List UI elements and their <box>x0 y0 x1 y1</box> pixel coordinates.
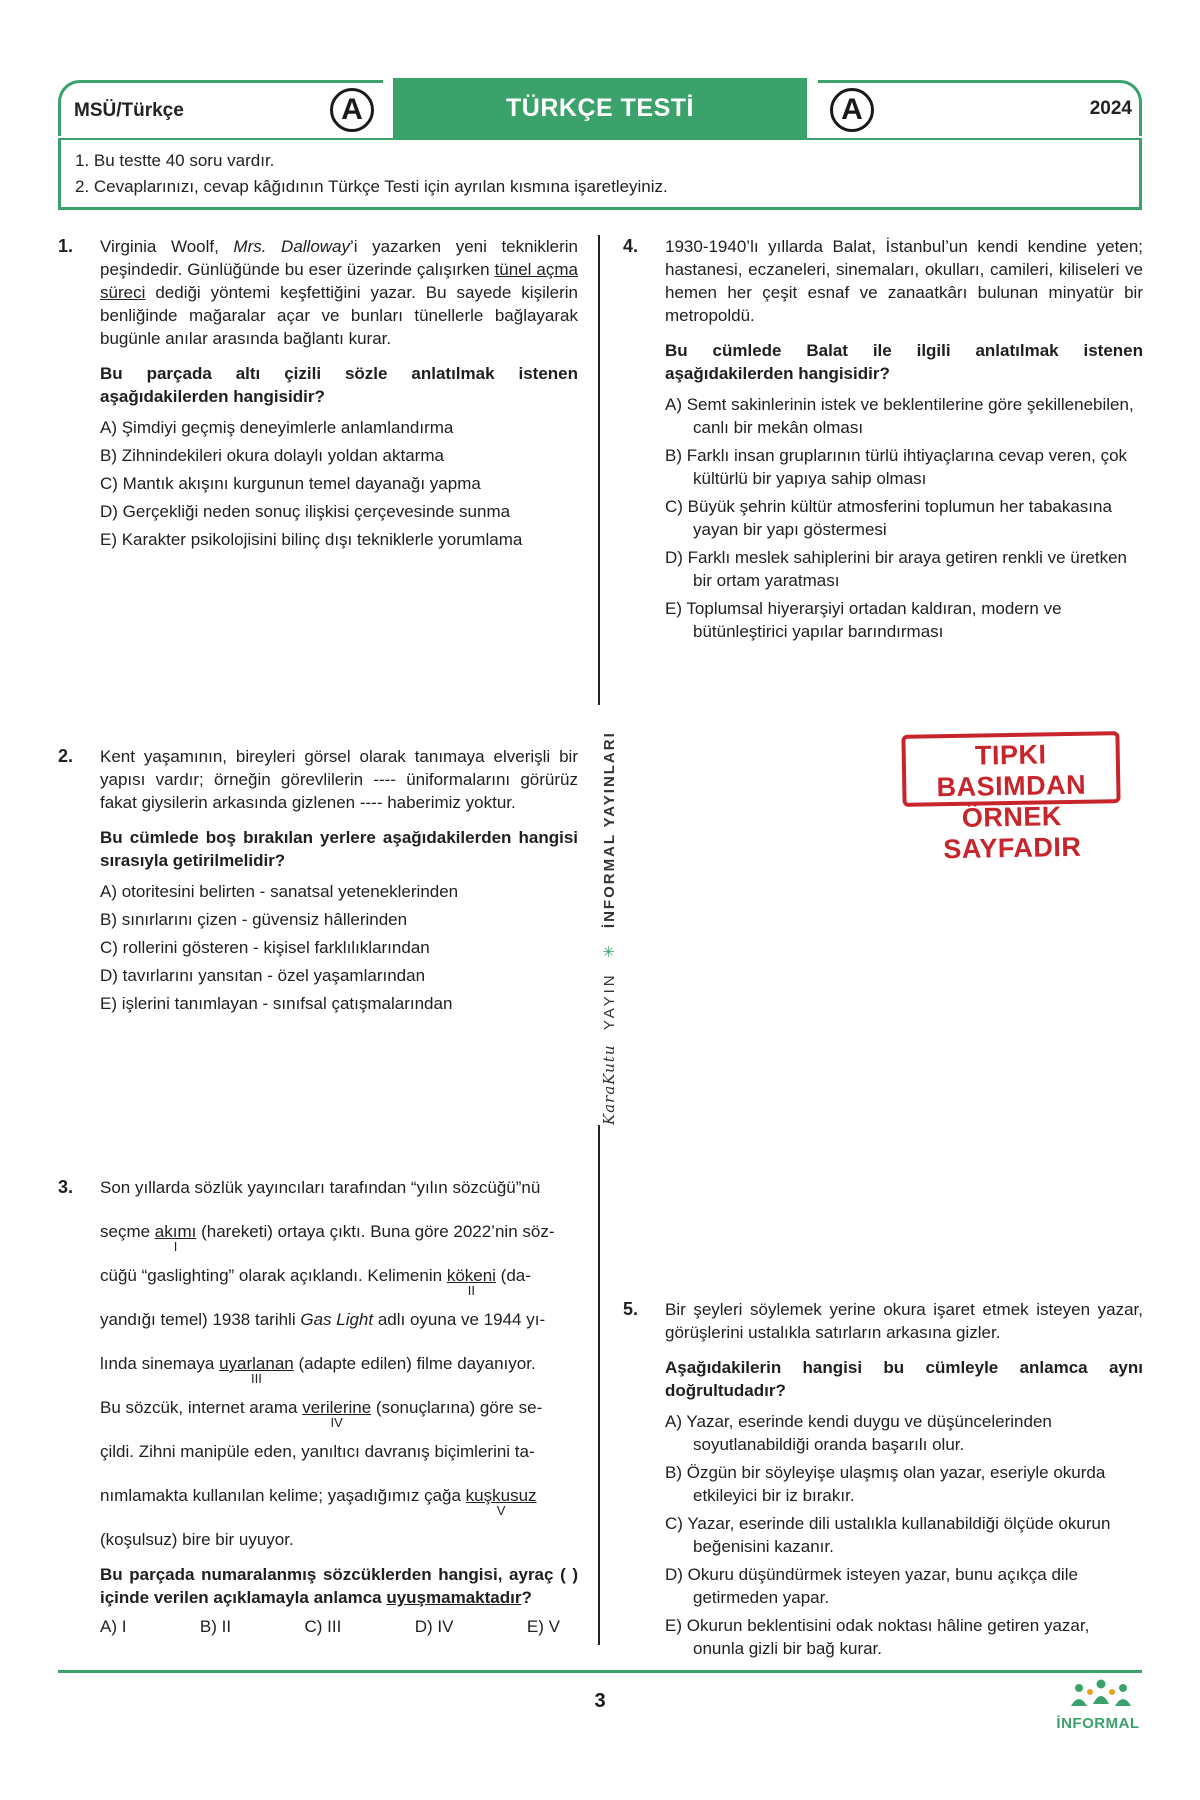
question-5 <box>623 1298 1143 1665</box>
header-left-label: MSÜ/Türkçe <box>74 100 184 121</box>
question-number: 3. <box>58 1177 74 1197</box>
option-e[interactable]: E) Toplumsal hiyerarşiyi ortadan kaldıran, modern ve bütünleştirici yapılar barındırması <box>665 599 1062 641</box>
option-e[interactable]: E) V <box>526 1617 560 1636</box>
question-text: Bir şeyleri söylemek yerine okura işaret etmek isteyen yazar, görüşlerini ustalıkla satırların arkasına gizler. <box>665 1300 1143 1342</box>
options-list <box>665 1410 1143 1660</box>
question-stem: Bu parçada numaralanmış sözcüklerden hangisi, ayraç ( ) içinde verilen açıklamayla anlamca uyuşmamaktadır? <box>100 1565 578 1607</box>
header-year: 2024 <box>1089 98 1132 119</box>
question-stem: Bu parçada altı çizili sözle anlatılmak istenen aşağıdakilerden hangisidir? <box>100 364 578 406</box>
brand-karakutu: KaraKutu <box>600 1044 618 1125</box>
question-stem: Bu cümlede Balat ile ilgili anlatılmak istenen aşağıdakilerden hangisidir? <box>665 341 1143 383</box>
brand-yayin: YAYIN <box>601 972 618 1031</box>
numbered-word-2: kökeni II <box>446 1266 496 1298</box>
numbered-word-3: uyarlanan III <box>219 1354 294 1386</box>
option-b[interactable]: B) Zihnindekileri okura dolaylı yoldan aktarma <box>100 446 444 465</box>
options-list <box>665 393 1143 643</box>
stamp-line-1: TIPKI BASIMDAN <box>936 739 1087 803</box>
numbered-word-1: akımı I <box>154 1222 197 1254</box>
question-number: 2. <box>58 746 74 766</box>
vertical-brand-text <box>600 731 618 1125</box>
option-b[interactable]: B) Özgün bir söyleyişe ulaşmış olan yazar, eseriyle okurda etkileyici bir iz bırakır. <box>665 1463 1106 1505</box>
option-d[interactable]: D) Okuru düşündürmek isteyen yazar, bunu açıkça dile getirmeden yapar. <box>665 1565 1078 1607</box>
option-a[interactable]: A) Şimdiyi geçmiş deneyimlerle anlamlandırma <box>100 418 454 437</box>
option-a[interactable]: A) otoritesini belirten - sanatsal yeteneklerinden <box>100 882 459 901</box>
options-list <box>100 880 578 1015</box>
question-text: Virginia Woolf, Mrs. Dalloway’i yazarken yeni tekniklerin peşindedir. Günlüğünde bu eser üzerinde çalışırken tünel açma süreci dediği yöntemi keşfettiğini yazar. Bu sayede kişilerin benliğinde mağaralar açar ve bunları tünellerle bağlayarak bugünle anılar arasında bağlantı kurar. <box>100 237 578 348</box>
option-b[interactable]: B) sınırlarını çizen - güvensiz hâllerinden <box>100 910 408 929</box>
option-c[interactable]: C) Büyük şehrin kültür atmosferini toplumun her tabakasına yayan bir yapı göstermesi <box>665 497 1112 539</box>
question-2 <box>58 745 578 1020</box>
question-number: 4. <box>623 236 639 256</box>
question-text: Kent yaşamının, bireyleri görsel olarak tanımaya elverişli bir yapısı vardır; örneğin görevlilerin ---- üniformalarını görürüz fakat giysilerin arkasında gizlenen ---- haberimiz yoktur. <box>100 747 578 812</box>
option-b[interactable]: B) Farklı insan gruplarının türlü ihtiyaçlarına cevap veren, çok kültürlü bir yapıya sahip olması <box>665 446 1128 488</box>
stamp-line-2: ÖRNEK SAYFADIR <box>943 801 1082 865</box>
page-number: 3 <box>594 1690 606 1712</box>
booklet-badge-right: A <box>830 88 874 132</box>
option-a[interactable]: A) I <box>100 1617 127 1636</box>
option-a[interactable]: A) Yazar, eserinde kendi duygu ve düşüncelerinden soyutlanabildiği oranda başarılı olur. <box>665 1412 1052 1454</box>
question-text: Son yıllarda sözlük yayıncıları tarafından “yılın sözcüğü”nü seçme akımı I (hareketi) ortaya çıktı. Buna göre 2022’nin söz- cüğü “gaslighting” olarak açıklandı. Kelimenin kökeni II (da- yandığı temel) 1938 tarihli Gas Light adlı oyuna ve 1944 yı- lında sinemaya uyarlanan III (adapte edilen) filme dayanıyor. Bu sözcük, internet arama verilerine IV (sonuçlarına) göre se- çildi. Zihni manipüle eden, yanıltıcı davranış biçimlerini ta- nımlamakta kullanılan kelime; yaşadığımız çağa kuşkusuz V (koşulsuz) bire bir uyuyor. <box>100 1178 555 1549</box>
option-c[interactable]: C) Mantık akışını kurgunun temel dayanağı yapma <box>100 474 481 493</box>
underlined-phrase: tünel açma süreci <box>100 260 578 302</box>
question-3 <box>58 1176 578 1638</box>
option-e[interactable]: E) Okurun beklentisini odak noktası hâline getiren yazar, onunla gizli bir bağ kurar. <box>665 1616 1090 1658</box>
question-number: 1. <box>58 236 74 256</box>
brand-star-icon: ✳ <box>601 942 618 959</box>
option-d[interactable]: D) tavırlarını yansıtan - özel yaşamlarından <box>100 966 426 985</box>
question-text: 1930-1940’lı yıllarda Balat, İstanbul’un kendi kendine yeten; hastanesi, eczaneleri, sinemaları, okulları, camileri, kiliseleri ve hemen her çeşit esnaf ve zanaatkârı bulunan minyatür bir metropoldü. <box>665 237 1143 325</box>
option-b[interactable]: B) II <box>199 1617 232 1636</box>
page-title: TÜRKÇE TESTİ <box>393 78 807 138</box>
options-list <box>100 416 578 551</box>
question-1 <box>58 235 578 556</box>
option-d[interactable]: D) Gerçekliği neden sonuç ilişkisi çerçevesinde sunma <box>100 502 511 521</box>
option-c[interactable]: C) III <box>304 1617 342 1636</box>
instructions-box <box>58 138 1142 210</box>
footer-rule <box>58 1670 1142 1673</box>
question-number: 5. <box>623 1299 639 1319</box>
brand-informal: İNFORMAL YAYINLARI <box>601 731 618 929</box>
option-c[interactable]: C) rollerini gösteren - kişisel farklılıklarından <box>100 938 430 957</box>
numbered-word-4: verilerine IV <box>302 1398 372 1430</box>
instruction-line: 2. Cevaplarınızı, cevap kâğıdının Türkçe Testi için ayrılan kısmına işaretleyiniz. <box>75 177 668 196</box>
option-e[interactable]: E) işlerini tanımlayan - sınıfsal çatışmalarından <box>100 994 453 1013</box>
option-d[interactable]: D) Farklı meslek sahiplerini bir araya getiren renkli ve üretken bir ortam yaratması <box>665 548 1128 590</box>
options-list <box>100 1615 560 1638</box>
question-stem: Bu cümlede boş bırakılan yerlere aşağıdakilerden hangisi sırasıyla getirilmelidir? <box>100 828 578 870</box>
booklet-badge-left: A <box>330 88 374 132</box>
numbered-word-5: kuşkusuz V <box>465 1486 537 1518</box>
sample-page-stamp <box>901 731 1120 865</box>
option-a[interactable]: A) Semt sakinlerinin istek ve beklentilerine göre şekillenebilen, canlı bir mekân olması <box>665 395 1134 437</box>
logo-wordmark: İNFORMAL <box>1056 1715 1140 1732</box>
option-e[interactable]: E) Karakter psikolojisini bilinç dışı tekniklerle yorumlama <box>100 530 523 549</box>
question-4 <box>623 235 1143 648</box>
option-d[interactable]: D) IV <box>414 1617 454 1636</box>
option-c[interactable]: C) Yazar, eserinde dili ustalıkla kullanabildiği ölçüde okurun beğenisini kazanır. <box>665 1514 1111 1556</box>
instruction-line: 1. Bu testte 40 soru vardır. <box>75 151 275 170</box>
question-stem: Aşağıdakilerin hangisi bu cümleyle anlamca aynı doğrultudadır? <box>665 1358 1143 1400</box>
